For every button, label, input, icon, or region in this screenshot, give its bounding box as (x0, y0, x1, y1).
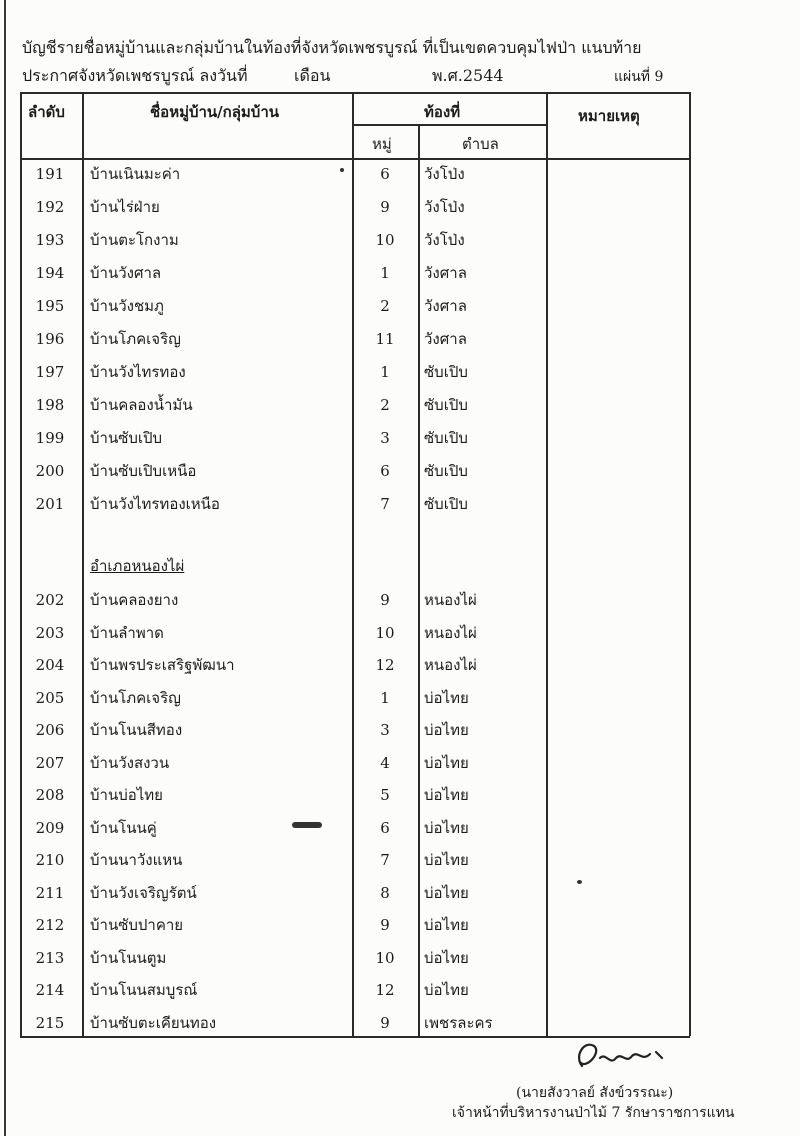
row-number: 214 (35, 981, 65, 999)
document-title: บัญชีรายชื่อหมู่บ้านและกลุ่มบ้านในท้องที่จังหวัดเพชรบูรณ์ ที่เป็นเขตควบคุมไฟป่า แนบท้าย (22, 38, 642, 57)
table-row (0, 812, 800, 844)
village-name: บ้านโนนสีทอง (90, 721, 183, 739)
tambon-name: วังโป่ง (424, 231, 465, 249)
column-header-location: ท้องที่ (424, 103, 461, 121)
village-name: บ้านคลองยาง (90, 591, 179, 609)
table-row (0, 747, 800, 779)
row-number: 208 (35, 786, 65, 804)
moo-number: 6 (380, 165, 390, 183)
table-row (0, 974, 800, 1006)
table-row (0, 844, 800, 876)
village-name: บ้านเนินมะค่า (90, 165, 181, 183)
tambon-name: บ่อไทย (424, 753, 469, 772)
village-name: บ้านวังศาล (90, 264, 162, 282)
moo-number: 9 (380, 591, 390, 609)
signer-name: (นายสังวาลย์ สังข์วรรณะ) (516, 1085, 674, 1101)
moo-number: 11 (375, 330, 395, 348)
row-number: 204 (35, 656, 65, 674)
moo-number: 6 (380, 462, 390, 480)
village-name: บ้านซับปาคาย (90, 916, 184, 934)
tambon-name: ซับเปิบ (424, 462, 468, 480)
scan-smudge (292, 822, 322, 828)
village-name: บ้านวังไทรทองเหนือ (90, 495, 220, 513)
tambon-name: วังศาล (424, 297, 467, 315)
table-row (0, 617, 800, 649)
moo-number: 4 (380, 753, 390, 772)
row-number: 197 (35, 363, 65, 381)
tambon-name: บ่อไทย (424, 818, 469, 837)
village-name: บ้านวังชมภู (90, 297, 164, 315)
moo-number: 2 (380, 396, 390, 414)
row-number: 196 (35, 330, 65, 348)
village-name: บ้านนาวังแหน (90, 851, 183, 869)
scan-speck (577, 880, 582, 884)
table-row (0, 356, 800, 388)
tambon-name: บ่อไทย (424, 948, 469, 967)
moo-number: 9 (380, 916, 390, 934)
signature-mark (572, 1036, 692, 1082)
table-row (0, 257, 800, 289)
row-number: 198 (35, 396, 65, 414)
village-name: บ้านโนนคู่ (90, 818, 157, 837)
row-number: 212 (35, 916, 65, 934)
row-number: 201 (35, 495, 65, 513)
tambon-name: หนองไผ่ (424, 623, 477, 642)
tambon-name: วังศาล (424, 330, 467, 348)
tambon-name: บ่อไทย (424, 883, 469, 902)
village-name: บ้านวังไทรทอง (90, 363, 186, 381)
column-header-tambon: ตำบล (462, 135, 499, 153)
row-number: 206 (35, 721, 65, 739)
row-number: 192 (35, 198, 65, 216)
village-name: บ้านโนนตูม (90, 948, 167, 967)
moo-number: 3 (380, 721, 390, 739)
year-label: พ.ศ.2544 (432, 66, 504, 85)
moo-number: 12 (375, 981, 395, 999)
table-row (0, 191, 800, 223)
row-number: 195 (35, 297, 65, 315)
village-name: บ้านตะโกงาม (90, 231, 179, 249)
scan-speck (340, 168, 344, 172)
column-header-remark: หมายเหตุ (578, 107, 640, 125)
table-row (0, 877, 800, 909)
table-row (0, 649, 800, 681)
tambon-name: ซับเปิบ (424, 429, 468, 447)
district-heading: อำเภอหนองไผ่ (90, 557, 185, 575)
tambon-name: ซับเปิบ (424, 396, 468, 414)
tambon-name: เพชรละคร (424, 1013, 493, 1032)
moo-number: 10 (375, 231, 395, 249)
moo-number: 5 (380, 786, 390, 804)
tambon-name: บ่อไทย (424, 916, 469, 934)
row-number: 211 (35, 883, 65, 902)
moo-number: 1 (380, 363, 390, 381)
table-row (0, 942, 800, 974)
row-number: 193 (35, 231, 65, 249)
month-label: เดือน (294, 66, 331, 85)
village-name: บ้านโนนสมบูรณ์ (90, 981, 198, 999)
table-row (0, 779, 800, 811)
tambon-name: บ่อไทย (424, 981, 469, 999)
row-number: 210 (35, 851, 65, 869)
row-number: 203 (35, 623, 65, 642)
village-name: บ้านวังเจริญรัตน์ (90, 883, 197, 902)
table-row (0, 1007, 800, 1039)
village-name: บ้านโภคเจริญ (90, 330, 181, 348)
moo-number: 12 (375, 656, 395, 674)
village-name: บ้านไร่ฝ่าย (90, 198, 160, 216)
row-number: 209 (35, 818, 65, 837)
moo-number: 1 (380, 264, 390, 282)
tambon-name: บ่อไทย (424, 851, 469, 869)
table-row (0, 290, 800, 322)
row-number: 213 (35, 948, 65, 967)
row-number: 202 (35, 591, 65, 609)
village-name: บ้านซับเปิบ (90, 429, 163, 447)
village-name: บ้านคลองน้ำมัน (90, 396, 193, 414)
table-row (0, 455, 800, 487)
tambon-name: หนองไผ่ (424, 656, 477, 674)
row-number: 199 (35, 429, 65, 447)
tambon-name: ซับเปิบ (424, 495, 468, 513)
table-row (0, 584, 800, 616)
table-row (0, 422, 800, 454)
table-row (0, 488, 800, 520)
tambon-name: วังศาล (424, 264, 467, 282)
table-row (0, 224, 800, 256)
column-header-moo: หมู่ (372, 135, 392, 153)
signer-title: เจ้าหน้าที่บริหารงานป่าไม้ 7 รักษาราชการแทน (452, 1105, 735, 1121)
column-header-name: ชื่อหมู่บ้าน/กลุ่มบ้าน (150, 103, 280, 121)
moo-number: 7 (380, 495, 390, 513)
row-number: 200 (35, 462, 65, 480)
moo-number: 8 (380, 883, 390, 902)
tambon-name: วังโป่ง (424, 165, 465, 183)
moo-number: 6 (380, 818, 390, 837)
tambon-name: บ่อไทย (424, 688, 469, 707)
village-name: บ้านซับตะเคียนทอง (90, 1013, 217, 1032)
village-name: บ้านโภคเจริญ (90, 688, 181, 707)
row-number: 205 (35, 688, 65, 707)
moo-number: 2 (380, 297, 390, 315)
moo-number: 10 (375, 623, 395, 642)
tambon-name: บ่อไทย (424, 786, 469, 804)
table-row (0, 682, 800, 714)
village-name: บ้านวังสงวน (90, 753, 170, 772)
moo-number: 7 (380, 851, 390, 869)
tambon-name: หนองไผ่ (424, 591, 477, 609)
table-row (0, 323, 800, 355)
moo-number: 10 (375, 948, 395, 967)
table-row (0, 909, 800, 941)
sheet-number: แผ่นที่ 9 (614, 69, 664, 85)
moo-number: 9 (380, 198, 390, 216)
row-number: 207 (35, 753, 65, 772)
column-header-no: ลำดับ (28, 103, 65, 121)
table-row (0, 714, 800, 746)
announcement-date-label: ประกาศจังหวัดเพชรบูรณ์ ลงวันที่ (22, 66, 248, 85)
row-number: 194 (35, 264, 65, 282)
row-number: 191 (35, 165, 65, 183)
village-name: บ้านซับเปิบเหนือ (90, 462, 197, 480)
village-name: บ้านพรประเสริฐพัฒนา (90, 656, 235, 674)
village-name: บ้านบ่อไทย (90, 786, 163, 804)
moo-number: 1 (380, 688, 390, 707)
moo-number: 3 (380, 429, 390, 447)
village-name: บ้านลำพาด (90, 623, 164, 642)
tambon-name: วังโป่ง (424, 198, 465, 216)
table-row (0, 158, 800, 190)
moo-number: 9 (380, 1013, 390, 1032)
tambon-name: บ่อไทย (424, 721, 469, 739)
row-number: 215 (35, 1013, 65, 1032)
table-row (0, 389, 800, 421)
tambon-name: ซับเปิบ (424, 363, 468, 381)
